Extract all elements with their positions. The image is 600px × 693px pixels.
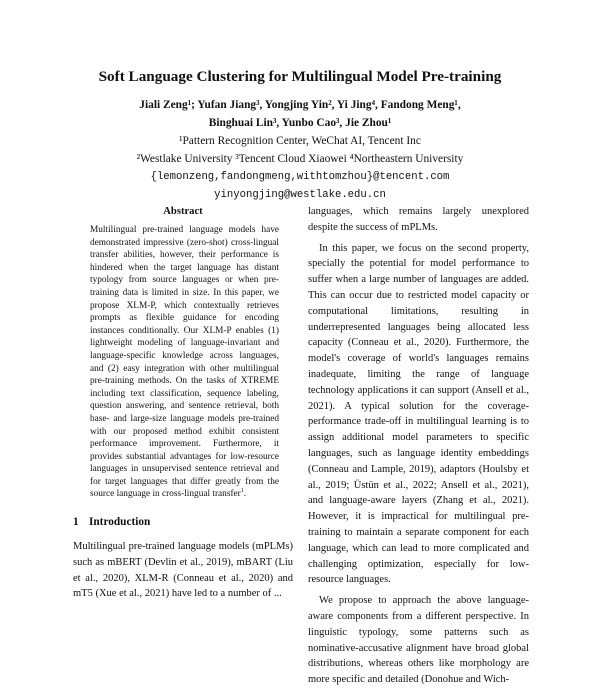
- author-block: [40, 96, 560, 204]
- footnote-mark: 1: [240, 488, 244, 495]
- abstract-end: .: [243, 489, 247, 500]
- right-column: [308, 204, 529, 693]
- introduction-text-left: [73, 539, 293, 602]
- abstract-heading: Abstract: [163, 206, 203, 217]
- section-heading-introduction: [73, 516, 293, 528]
- right-paragraph-1: languages, which remains largely unexplored despite the success of mPLMs.: [308, 206, 529, 233]
- section-number: 1: [73, 516, 79, 528]
- affiliation-2: ²Westlake University ³Tencent Cloud Xiaowei ⁴Northeastern University: [136, 153, 464, 165]
- intro-cut-line: led to a number of ...: [194, 588, 282, 600]
- abstract-text: [90, 224, 279, 501]
- email-line-1: {lemonzeng,fandongmeng,withtomzhou}@tencent.com: [150, 171, 450, 183]
- email-line-2: yinyongjing@westlake.edu.cn: [214, 189, 386, 201]
- intro-paragraph: Multilingual pre-trained language models (mPLMs) such as mBERT (Devlin et al., 2019), mBART (Liu et al., 2020), XLM-R (Conneau et al., 2020) and mT5 (Xue et al., 2021) have: [73, 541, 293, 600]
- paper-title: Soft Language Clustering for Multilingual Model Pre-training: [98, 68, 502, 85]
- right-paragraph-3: We propose to approach the above language-aware components from a different perspective. In linguistic typology, some patterns such as nominative-accusative alignment have broad global distributions, whereas others like morphology are more specific and detailed (Donohue and Wich-: [308, 595, 529, 686]
- affiliation-1: ¹Pattern Recognition Center, WeChat AI, Tencent Inc: [179, 135, 421, 147]
- section-title: Introduction: [89, 516, 151, 528]
- right-paragraph-2: In this paper, we focus on the second property, specially the potential for model performance to suffer when a large number of languages are added. This can occur due to restricted model capacity or computational limitations, resulting in underrepresented languages being allocated less capacity (Conneau et al., 2020). Furthermore, the model's coverage of world's languages remains inadequate, limiting the range of language technology applications it can support (Ansell et al., 2021). A typical solution for the coverage-performance trade-off in multilingual learning is to assign additional model parameters to specific languages, such as language identity embeddings (Conneau and Lample, 2019), adaptors (Houlsby et al., 2019; Üstün et al., 2022; Ansell et al., 2021), and language-aware layers (Zhang et al., 2021). However, it is impractical for multilingual pre-training to maintain a separate component for each language, which can lead to more complicated and challenging optimization, especially for low-resource languages.: [308, 242, 529, 586]
- abstract-body: Multilingual pre-trained language models have demonstrated impressive (zero-shot) cross-lingual transfer abilities, however, their performance is hindered when the target language has distant typology from source languages or when pre-training data is limited in size. In this paper, we propose XLM-P, which contextually retrieves prompts as flexible guidance for encoding instances conditionally. Our XLM-P enables (1) lightweight modeling of language-invariant and language-specific knowledge across languages, and (2) easy integration with other multilingual pre-training methods. On the tasks of XTREME including text classification, sequence labeling, question answering, and sentence retrieval, both base- and large-size language models pre-trained with our proposed method exhibit consistent performance improvement. Furthermore, it provides substantial advantages for low-resource languages in unsupervised sentence retrieval and for target languages that differ greatly from the source language in cross-lingual transfer: [90, 225, 279, 500]
- authors-line-1: Jiali Zeng¹; Yufan Jiang³, Yongjing Yin², Yi Jing⁴, Fandong Meng¹,: [139, 99, 461, 111]
- authors-line-2: Binghuai Lin³, Yunbo Cao³, Jie Zhou¹: [208, 117, 392, 129]
